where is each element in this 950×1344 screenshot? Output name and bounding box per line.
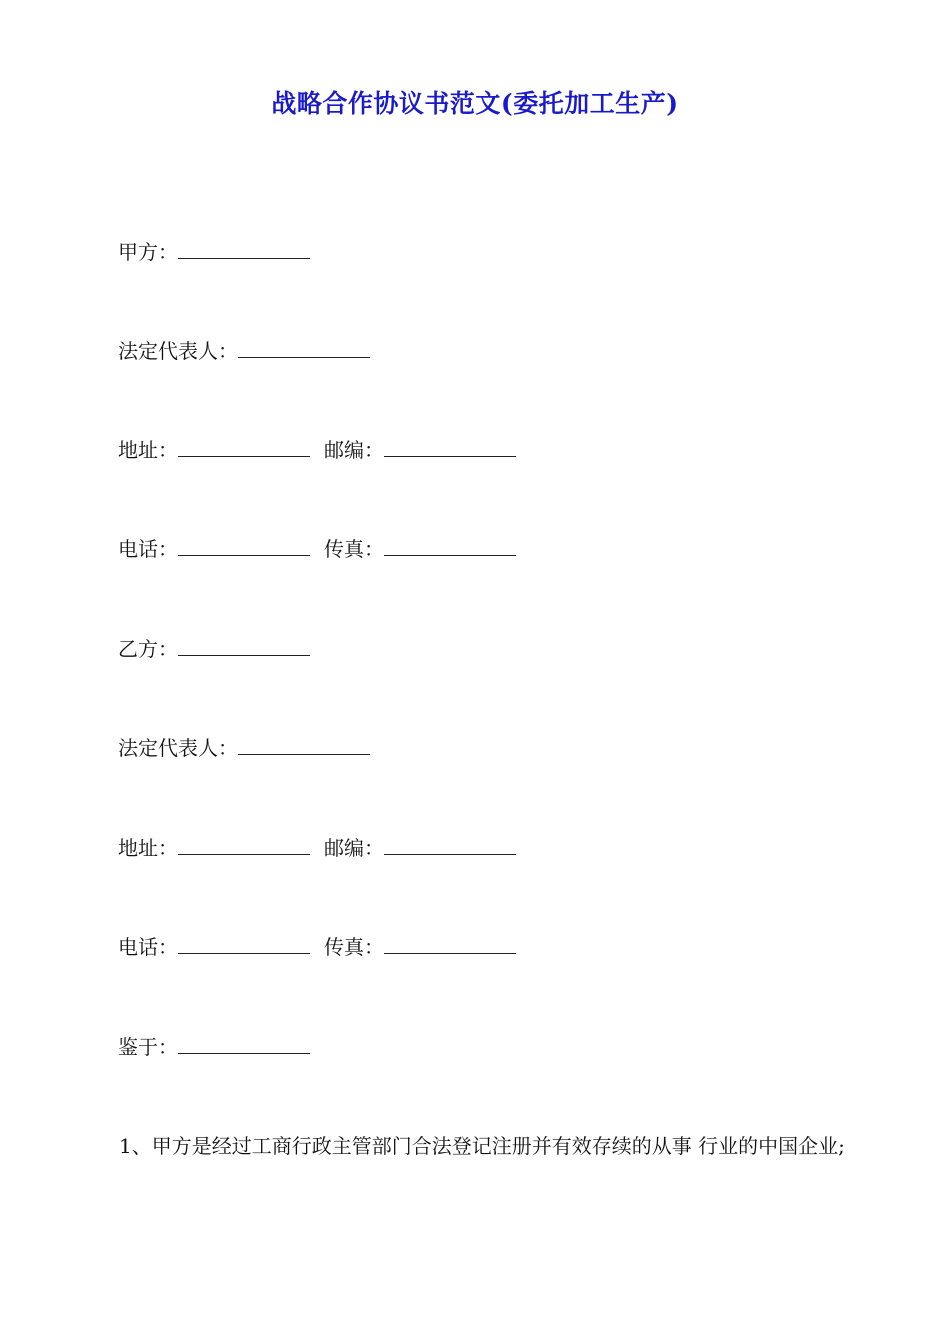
party-b-address-label: 地址： bbox=[118, 836, 178, 860]
whereas-row bbox=[118, 1033, 324, 1061]
party-a-rep-label: 法定代表人： bbox=[118, 339, 238, 363]
party-b-address-blank bbox=[178, 836, 310, 855]
party-a-address-label: 地址： bbox=[118, 438, 178, 462]
party-a-name-label: 甲方： bbox=[118, 240, 178, 264]
party-a-fax-blank bbox=[384, 537, 516, 556]
clause-1-text: 1、甲方是经过工商行政主管部门合法登记注册并有效存续的从事 行业的中国企业; bbox=[119, 1134, 845, 1158]
document-title: 战略合作协议书范文(委托加工生产) bbox=[271, 89, 679, 118]
party-b-phone-label: 电话： bbox=[118, 935, 178, 959]
party-a-address-row bbox=[118, 436, 530, 464]
party-b-name-row bbox=[118, 635, 324, 663]
party-a-name-row bbox=[118, 238, 324, 266]
whereas-blank bbox=[178, 1035, 310, 1054]
party-b-postcode-blank bbox=[384, 836, 516, 855]
party-b-rep-row bbox=[118, 734, 384, 762]
party-a-rep-row bbox=[118, 337, 384, 365]
party-b-rep-blank bbox=[238, 736, 370, 755]
party-b-address-row bbox=[118, 834, 530, 862]
party-a-postcode-blank bbox=[384, 438, 516, 457]
party-a-rep-blank bbox=[238, 339, 370, 358]
party-b-fax-blank bbox=[384, 935, 516, 954]
party-b-fax-label: 传真： bbox=[324, 935, 384, 959]
party-b-phone-row bbox=[118, 933, 530, 961]
party-b-name-label: 乙方： bbox=[118, 637, 178, 661]
party-a-postcode-label: 邮编： bbox=[324, 438, 384, 462]
clause-1-paragraph bbox=[75, 1121, 883, 1172]
party-b-rep-label: 法定代表人： bbox=[118, 736, 238, 760]
party-a-name-blank bbox=[178, 240, 310, 259]
party-a-phone-blank bbox=[178, 537, 310, 556]
party-b-phone-blank bbox=[178, 935, 310, 954]
party-b-postcode-label: 邮编： bbox=[324, 836, 384, 860]
party-a-phone-label: 电话： bbox=[118, 537, 178, 561]
party-a-fax-label: 传真： bbox=[324, 537, 384, 561]
party-a-address-blank bbox=[178, 438, 310, 457]
party-a-phone-row bbox=[118, 535, 530, 563]
party-b-name-blank bbox=[178, 637, 310, 656]
whereas-label: 鉴于： bbox=[118, 1035, 178, 1059]
